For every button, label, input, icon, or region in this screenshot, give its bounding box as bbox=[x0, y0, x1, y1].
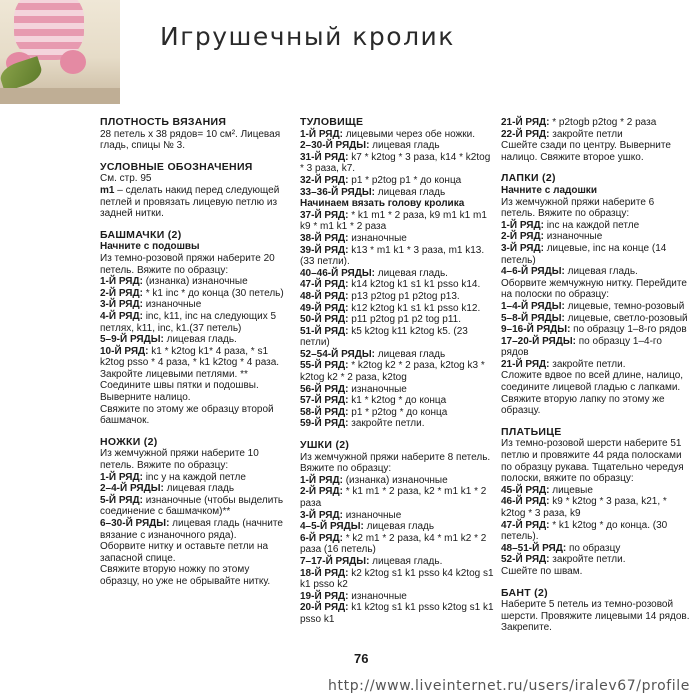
row-text: (изнанка) изнаночные bbox=[342, 474, 448, 486]
source-url-watermark: http://www.liveinternet.ru/users/iralev67/profile bbox=[328, 678, 690, 694]
paragraph: Из темно-розовой пряжи наберите 20 петель. Вяжите по образцу: bbox=[100, 252, 275, 276]
row-text: лицевая гладь. bbox=[374, 267, 448, 279]
row-label: 47-Й РЯД: bbox=[300, 279, 349, 291]
row-label: 52–54-Й РЯДЫ: bbox=[300, 348, 375, 360]
row-text: лицевая гладь. bbox=[564, 266, 638, 278]
instruction-row bbox=[300, 395, 494, 407]
section-heading: УСЛОВНЫЕ ОБОЗНАЧЕНИЯ bbox=[100, 160, 253, 173]
row-label: 59-Й РЯД: bbox=[300, 418, 349, 430]
instruction-row bbox=[501, 266, 691, 278]
instruction-row bbox=[501, 231, 691, 243]
bunny-toy-paw bbox=[60, 50, 86, 74]
photo-floor bbox=[0, 88, 120, 104]
instruction-row bbox=[300, 129, 494, 141]
row-label: 1-Й РЯД: bbox=[100, 276, 143, 288]
row-label: 22-Й РЯД: bbox=[501, 128, 550, 140]
instruction-row bbox=[300, 175, 494, 187]
row-label: 1–4-Й РЯДЫ: bbox=[501, 300, 565, 312]
paragraph: Свяжите по этому же образцу второй башмачок. bbox=[100, 403, 274, 427]
row-label: 20-Й РЯД: bbox=[300, 602, 349, 614]
row-text: inc на каждой петле bbox=[543, 219, 640, 231]
instruction-row bbox=[501, 520, 691, 543]
row-label: 56-Й РЯД: bbox=[300, 383, 349, 395]
instruction-row bbox=[300, 233, 494, 245]
row-text: p1 * p2tog p1 * до конца bbox=[348, 174, 462, 186]
instruction-row bbox=[100, 288, 290, 300]
instruction-row bbox=[300, 407, 494, 419]
row-text: k1 * k2tog k1* 4 раза, * s1 k2tog psso * 4 раза, * k1 k2tog * 4 раза. bbox=[100, 345, 280, 369]
row-label: 17–20-Й РЯДЫ: bbox=[501, 335, 576, 347]
row-text: p11 p2tog p1 p2 tog p11. bbox=[348, 314, 461, 326]
row-text: лицевая гладь bbox=[363, 521, 435, 533]
row-label: 50-Й РЯД: bbox=[300, 314, 349, 326]
instruction-row bbox=[300, 486, 494, 509]
paragraph: 28 петель х 38 рядов= 10 см². Лицевая гладь, спицы № 3. bbox=[100, 128, 281, 152]
row-text: k2 k2tog s1 k1 psso k4 k2tog s1 k1 psso k2 bbox=[300, 567, 494, 591]
row-label: 5–8-Й РЯДЫ: bbox=[501, 312, 565, 324]
section-heading: ТУЛОВИЩЕ bbox=[300, 116, 364, 128]
row-label: 1-Й РЯД: bbox=[300, 474, 343, 486]
instruction-row bbox=[300, 314, 494, 326]
instruction-row bbox=[300, 360, 494, 383]
row-text: k1 * k2tog * до конца bbox=[348, 395, 447, 407]
row-label: 2-Й РЯД: bbox=[100, 287, 143, 299]
row-text: * k1 m1 * 2 раза, k2 * m1 k1 * 2 раза bbox=[300, 486, 487, 509]
row-text: закройте петли. bbox=[549, 358, 626, 370]
row-text: inc у на каждой петле bbox=[142, 471, 246, 483]
instruction-row bbox=[300, 291, 494, 303]
row-text: по образцу 1–8-го рядов bbox=[570, 324, 687, 336]
row-label: 6-Й РЯД: bbox=[300, 532, 343, 544]
row-text: по образцу bbox=[566, 542, 621, 554]
row-text: изнаночные bbox=[348, 232, 407, 244]
row-label: 45-Й РЯД: bbox=[501, 484, 550, 496]
page-title: Игрушечный кролик bbox=[160, 22, 455, 51]
instruction-row bbox=[300, 568, 494, 591]
instruction-row bbox=[300, 245, 494, 268]
instruction-row bbox=[501, 129, 691, 141]
column-3 bbox=[501, 117, 691, 634]
instruction-row bbox=[300, 152, 494, 175]
row-label: 7–17-Й РЯДЫ: bbox=[300, 555, 370, 567]
instruction-row bbox=[100, 334, 290, 346]
instruction-row bbox=[100, 299, 290, 311]
paragraph: Из жемчужной пряжи наберите 6 петель. Вяжите по образцу: bbox=[501, 196, 655, 220]
row-label: 2-Й РЯД: bbox=[300, 486, 343, 498]
row-text: закройте петли. bbox=[549, 554, 626, 566]
subsection-heading: Начинаем вязать голову кролика bbox=[300, 198, 465, 210]
section-heading: ПЛОТНОСТЬ ВЯЗАНИЯ bbox=[100, 116, 227, 128]
row-label: 46-Й РЯД: bbox=[501, 496, 550, 508]
bunny-photo bbox=[0, 0, 120, 104]
section-heading: НОЖКИ (2) bbox=[100, 435, 158, 448]
paragraph: Оборвите жемчужную нитку. Перейдите на полоски по образцу: bbox=[501, 277, 687, 301]
column-1 bbox=[100, 117, 290, 588]
instruction-row bbox=[100, 472, 290, 484]
row-text: * k2 m1 * 2 раза, k4 * m1 k2 * 2 раза (16 петель) bbox=[300, 532, 487, 556]
instruction-row bbox=[300, 533, 494, 556]
row-label: 51-Й РЯД: bbox=[300, 325, 349, 337]
row-label: 48–51-Й РЯД: bbox=[501, 542, 567, 554]
row-text: k13 * m1 k1 * 3 раза, m1 k13. (33 петли). bbox=[300, 244, 485, 268]
row-text: p13 p2tog p1 p2tog p13. bbox=[348, 290, 460, 302]
paragraph: Сложите вдвое по всей длине, налицо, соедините лицевой гладью с лапками. bbox=[501, 370, 684, 394]
instruction-row bbox=[300, 591, 494, 603]
row-label: 55-Й РЯД: bbox=[300, 360, 349, 372]
row-label: 3-Й РЯД: bbox=[300, 509, 343, 521]
page-number: 76 bbox=[354, 651, 369, 666]
instruction-row bbox=[501, 313, 691, 325]
instruction-row bbox=[100, 276, 290, 288]
row-text: k9 * k2tog * 3 раза, k21, * k2tog * 3 раза, k9 bbox=[501, 496, 667, 519]
row-text: изнаночные bbox=[142, 299, 202, 311]
instruction-row bbox=[501, 554, 691, 566]
row-text: лицевые, темно-розовый bbox=[564, 300, 685, 312]
row-label: 40–46-Й РЯДЫ: bbox=[300, 267, 375, 279]
row-text: лицевые, inc на конце (14 петель) bbox=[501, 242, 667, 266]
instruction-row bbox=[501, 243, 691, 266]
row-text: изнаночные bbox=[543, 231, 603, 243]
instruction-row bbox=[300, 521, 494, 533]
instruction-row bbox=[300, 187, 494, 199]
paragraph: Из темно-розовой шерсти наберите 51 петлю и провяжите 44 ряда полосками по образцу рукава. Тщательно чередуя полоски, вяжите по образцу: bbox=[501, 438, 684, 485]
row-text: изнаночные (чтобы выделить соединение с башмачком)** bbox=[100, 494, 284, 518]
row-label: 48-Й РЯД: bbox=[300, 290, 349, 302]
row-text: * k1 k2tog * до конца. (30 петель). bbox=[501, 519, 668, 543]
row-text: лицевая гладь (начните вязание с изнаночного ряда). bbox=[100, 518, 283, 541]
row-label: 4-Й РЯД: bbox=[100, 310, 143, 322]
instruction-row bbox=[300, 268, 494, 280]
row-label: 10-Й РЯД: bbox=[100, 345, 149, 357]
row-label: 3-Й РЯД: bbox=[100, 299, 143, 311]
instruction-row bbox=[300, 140, 494, 152]
paragraph: Сшейте сзади по центру. Выверните налицо. Свяжите второе ушко. bbox=[501, 140, 671, 163]
row-text: изнаночные bbox=[348, 383, 407, 395]
paragraph: Наберите 5 петель из темно-розовой шерсти. Провяжите лицевыми 14 рядов. Закрепите. bbox=[501, 599, 690, 634]
instruction-row bbox=[300, 326, 494, 349]
row-label: 52-Й РЯД: bbox=[501, 554, 550, 566]
instruction-row bbox=[100, 311, 290, 334]
section-heading: УШКИ (2) bbox=[300, 439, 350, 452]
row-label: 5–9-Й РЯДЫ: bbox=[100, 334, 164, 346]
row-text: k1 k2tog s1 k1 psso k2tog s1 k1 psso k1 bbox=[300, 602, 494, 625]
row-text: изнаночные bbox=[342, 509, 402, 521]
instruction-row bbox=[300, 510, 494, 522]
instruction-row bbox=[501, 485, 691, 497]
instruction-row bbox=[501, 543, 691, 555]
row-text: * k2tog k2 * 2 раза, k2tog k3 * k2tog k2 * 2 раза, k2tog bbox=[300, 360, 485, 384]
row-text: * k1 m1 * 2 раза, k9 m1 k1 m1 k9 * m1 k1 * 2 раза bbox=[300, 209, 487, 233]
instruction-row bbox=[300, 349, 494, 361]
row-label: 58-Й РЯД: bbox=[300, 406, 349, 418]
row-text: (изнанка) изнаночные bbox=[142, 276, 248, 288]
paragraph: См. стр. 95 bbox=[100, 173, 152, 185]
row-label: 49-Й РЯД: bbox=[300, 302, 349, 314]
instruction-row bbox=[300, 602, 494, 625]
row-label: 39-Й РЯД: bbox=[300, 244, 349, 256]
instruction-row bbox=[501, 359, 691, 371]
row-label: 21-Й РЯД: bbox=[501, 117, 550, 128]
row-text: p1 * p2tog * до конца bbox=[348, 406, 448, 418]
instruction-row bbox=[501, 117, 691, 129]
paragraph: Закройте лицевыми петлями. ** Соедините швы пятки и подошвы. Выверните налицо. bbox=[100, 368, 259, 404]
instruction-row bbox=[501, 301, 691, 313]
row-label: 57-Й РЯД: bbox=[300, 395, 349, 407]
paragraph: Свяжите вторую лапку по этому же образцу. bbox=[501, 393, 665, 417]
row-label: 6–30-Й РЯДЫ: bbox=[100, 518, 170, 529]
instruction-row bbox=[300, 556, 494, 568]
row-label: 32-Й РЯД: bbox=[300, 174, 349, 186]
row-label: 5-Й РЯД: bbox=[100, 494, 143, 506]
row-label: m1 bbox=[100, 184, 115, 196]
row-label: 1-Й РЯД: bbox=[501, 219, 544, 231]
row-text: изнаночные bbox=[348, 590, 407, 602]
instruction-row bbox=[501, 324, 691, 336]
row-label: 1-Й РЯД: bbox=[300, 128, 343, 140]
row-label: 9–16-Й РЯДЫ: bbox=[501, 324, 571, 336]
row-label: 21-Й РЯД: bbox=[501, 358, 550, 370]
column-2 bbox=[300, 117, 494, 626]
section-heading: БАШМАЧКИ (2) bbox=[100, 228, 182, 241]
paragraph: Оборвите нитку и оставьте петли на запасной спице. bbox=[100, 541, 269, 564]
row-text: закройте петли bbox=[549, 128, 623, 140]
row-label: 2-Й РЯД: bbox=[501, 231, 544, 243]
row-label: 4–5-Й РЯДЫ: bbox=[300, 521, 364, 533]
paragraph: Сшейте по швам. bbox=[501, 565, 583, 577]
instruction-row bbox=[300, 210, 494, 233]
instruction-row bbox=[300, 279, 494, 291]
instruction-row bbox=[100, 346, 290, 369]
instruction-row bbox=[300, 303, 494, 315]
instruction-row bbox=[300, 418, 494, 430]
row-text: лицевыми через обе ножки. bbox=[342, 128, 475, 140]
row-text: лицевые, светло-розовый bbox=[564, 312, 688, 324]
row-label: 38-Й РЯД: bbox=[300, 232, 349, 244]
row-label: 18-Й РЯД: bbox=[300, 567, 349, 579]
row-text: k12 k2tog k1 s1 k1 psso k12. bbox=[348, 302, 481, 314]
row-text: k5 k2tog k11 k2tog k5. (23 петли) bbox=[300, 325, 468, 349]
row-text: лицевая гладь bbox=[369, 140, 440, 152]
row-text: лицевая гладь. bbox=[369, 555, 443, 567]
paragraph: Свяжите вторую ножку по этому образцу, но уже не обрывайте нитку. bbox=[100, 564, 271, 587]
row-label: 37-Й РЯД: bbox=[300, 209, 349, 221]
subsection-heading: Начните с подошвы bbox=[100, 241, 200, 253]
section-heading: ЛАПКИ (2) bbox=[501, 172, 556, 185]
row-text: inc, k11, inc на следующих 5 петлях, k11, inc, k1.(37 петель) bbox=[100, 310, 277, 334]
row-label: 47-Й РЯД: bbox=[501, 519, 550, 531]
instruction-row bbox=[501, 496, 691, 519]
instruction-row bbox=[100, 185, 290, 220]
row-label: 19-Й РЯД: bbox=[300, 590, 349, 602]
instruction-row bbox=[100, 495, 290, 518]
subsection-heading: Начните с ладошки bbox=[501, 184, 597, 196]
row-text: * k1 inc * до конца (30 петель) bbox=[142, 287, 284, 299]
row-text: лицевая гладь bbox=[374, 348, 446, 360]
instruction-row bbox=[300, 475, 494, 487]
instruction-row bbox=[100, 483, 290, 495]
row-text: лицевая гладь. bbox=[163, 334, 237, 346]
paragraph: Из жемчужной пряжи наберите 8 петель. Вяжите по образцу: bbox=[300, 451, 491, 475]
instruction-row bbox=[100, 518, 290, 541]
row-text: k14 k2tog k1 s1 k1 psso k14. bbox=[348, 279, 481, 291]
row-label: 3-Й РЯД: bbox=[501, 242, 544, 254]
row-label: 2–4-Й РЯДЫ: bbox=[100, 483, 164, 495]
row-label: 4–6-Й РЯДЫ: bbox=[501, 266, 565, 278]
instruction-row bbox=[501, 220, 691, 232]
row-text: по образцу 1–4-го рядов bbox=[501, 335, 662, 359]
row-text: лицевая гладь bbox=[374, 186, 446, 198]
row-text: закройте петли. bbox=[348, 418, 425, 430]
instruction-row bbox=[300, 384, 494, 396]
row-text: лицевые bbox=[549, 484, 593, 496]
section-heading: БАНТ (2) bbox=[501, 586, 548, 599]
instruction-row bbox=[501, 336, 691, 359]
section-heading: ПЛАТЬИЦЕ bbox=[501, 425, 562, 438]
row-text: – сделать накид перед следующей петлей и провязать лицевую петлю из задней нитки. bbox=[100, 184, 280, 220]
row-text: k7 * k2tog * 3 раза, k14 * k2tog * 3 раза, k7. bbox=[300, 151, 491, 175]
row-label: 31-Й РЯД: bbox=[300, 151, 349, 163]
row-label: 33–36-Й РЯДЫ: bbox=[300, 186, 375, 198]
row-text: * p2togb p2tog * 2 раза bbox=[549, 117, 657, 128]
row-text: лицевая гладь bbox=[163, 483, 235, 495]
row-label: 2–30-Й РЯДЫ: bbox=[300, 140, 370, 152]
paragraph: Из жемчужной пряжи наберите 10 петель. Вяжите по образцу: bbox=[100, 448, 259, 472]
row-label: 1-Й РЯД: bbox=[100, 471, 143, 483]
